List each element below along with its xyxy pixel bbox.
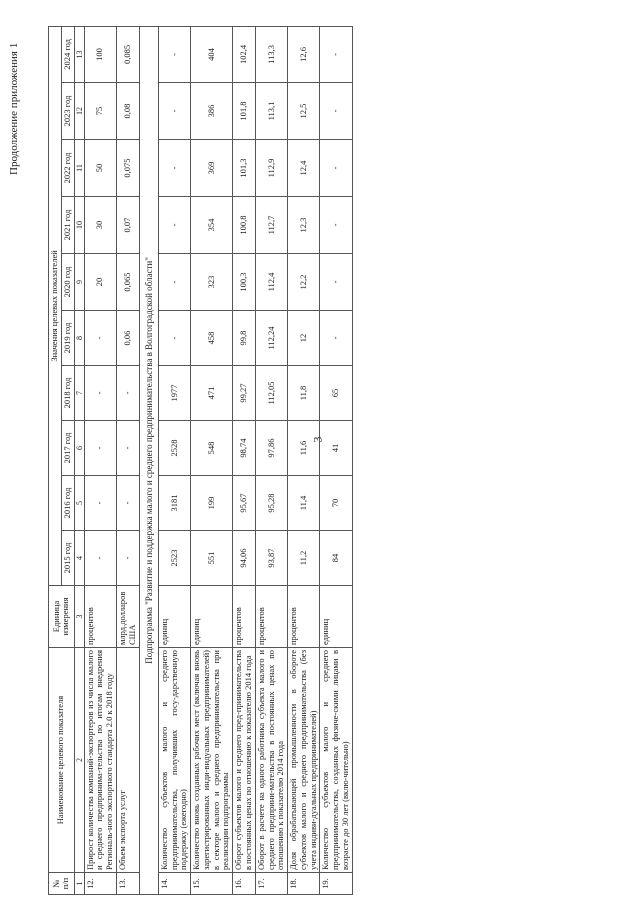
value-cell: - (158, 254, 190, 311)
value-cell: 98,74 (233, 421, 256, 476)
value-cell: - (117, 531, 140, 586)
index-cell: 8 (74, 311, 84, 366)
value-cell: 12 (288, 311, 320, 366)
value-cell: 3181 (158, 476, 190, 531)
index-cell: 1 (74, 873, 84, 895)
value-cell: - (320, 254, 352, 311)
unit-cell: единиц (191, 586, 233, 648)
value-cell: 354 (191, 197, 233, 254)
value-cell: - (158, 26, 190, 82)
header-values-group: Значения целевых показателей (49, 26, 62, 585)
header-year: 2024 год (61, 26, 74, 82)
index-cell: 13 (74, 26, 84, 82)
table-row (84, 26, 116, 894)
header-year: 2018 год (61, 366, 74, 421)
unit-cell: млрд.долларов США (117, 586, 140, 648)
value-cell: 2523 (158, 531, 190, 586)
value-cell: 12,2 (288, 254, 320, 311)
indicator-name: Количество субъектов малого и среднего предпринимательства, созданных физиче-скими лицами в возрасте до 30 лет (вклю-чительно) (320, 648, 352, 873)
header-row-1 (49, 26, 62, 894)
index-cell: 11 (74, 140, 84, 197)
header-year: 2021 год (61, 197, 74, 254)
row-number: 19. (320, 873, 352, 895)
value-cell: - (320, 26, 352, 82)
indicator-name: Объем экспорта услуг (117, 648, 140, 873)
value-cell: 112,4 (255, 254, 287, 311)
header-year: 2020 год (61, 254, 74, 311)
value-cell: - (158, 140, 190, 197)
value-cell: 99,27 (233, 366, 256, 421)
indicator-name: Оборот в расчете на одного работника субъекта малого и среднего предприни-мательства в постоянных ценах по отношению к показателю 2014 года (255, 648, 287, 873)
page-number: 3 (310, 436, 325, 443)
index-cell: 7 (74, 366, 84, 421)
indicator-name: Доля обрабатывающей промышленности в обороте субъектов малого и среднего предпринимательства (без учета индиви-дуальных предпринимателей) (288, 648, 320, 873)
value-cell: 0,075 (117, 140, 140, 197)
unit-cell: процентов (84, 586, 116, 648)
value-cell: 551 (191, 531, 233, 586)
value-cell: 94,06 (233, 531, 256, 586)
indicators-table (48, 26, 353, 895)
value-cell: 102,4 (233, 26, 256, 82)
value-cell: 112,05 (255, 366, 287, 421)
index-cell: 3 (74, 586, 84, 648)
value-cell: 12,6 (288, 26, 320, 82)
header-year: 2016 год (61, 476, 74, 531)
value-cell: 1977 (158, 366, 190, 421)
row-number: 14. (158, 873, 190, 895)
header-year: 2017 год (61, 421, 74, 476)
value-cell: 100,8 (233, 197, 256, 254)
value-cell: 12,3 (288, 197, 320, 254)
value-cell: 97,86 (255, 421, 287, 476)
value-cell: - (320, 140, 352, 197)
index-cell: 5 (74, 476, 84, 531)
table-row (320, 26, 352, 894)
value-cell: 99,8 (233, 311, 256, 366)
value-cell: 199 (191, 476, 233, 531)
header-year: 2022 год (61, 140, 74, 197)
header-index-row (74, 26, 84, 894)
value-cell: 369 (191, 140, 233, 197)
indicator-name: Прирост количества компаний-экспортеров из числа малого и среднего предпринима-тельства по итогам внедрения Региональ-ного экспортного стандарта 2.0 к 2018 году (84, 648, 116, 873)
value-cell: 113,1 (255, 83, 287, 140)
value-cell: 0,08 (117, 83, 140, 140)
index-cell: 4 (74, 531, 84, 586)
value-cell: - (117, 476, 140, 531)
value-cell: 41 (320, 421, 352, 476)
subprogram-section (139, 26, 158, 894)
appendix-label: Продолжение приложения 1 (8, 42, 20, 175)
value-cell: - (320, 83, 352, 140)
value-cell: 101,8 (233, 83, 256, 140)
value-cell: 11,2 (288, 531, 320, 586)
subprogram-row (139, 26, 158, 894)
value-cell: 11,8 (288, 366, 320, 421)
value-cell: 2528 (158, 421, 190, 476)
value-cell: - (158, 197, 190, 254)
row-number: 18. (288, 873, 320, 895)
value-cell: 0,085 (117, 26, 140, 82)
table-body-b (158, 26, 352, 894)
row-number: 12. (84, 873, 116, 895)
value-cell: - (84, 476, 116, 531)
value-cell: 471 (191, 366, 233, 421)
index-cell: 6 (74, 421, 84, 476)
row-number: 13. (117, 873, 140, 895)
value-cell: 323 (191, 254, 233, 311)
unit-cell: процентов (255, 586, 287, 648)
value-cell: 112,9 (255, 140, 287, 197)
value-cell: - (158, 83, 190, 140)
value-cell: - (117, 421, 140, 476)
value-cell: 30 (84, 197, 116, 254)
table-row (233, 26, 256, 894)
value-cell: - (320, 197, 352, 254)
value-cell: 112,7 (255, 197, 287, 254)
indicator-name: Количество субъектов малого и среднего предпринимательства, получивших госу-дарственную поддержку (ежегодно) (158, 648, 190, 873)
value-cell: 404 (191, 26, 233, 82)
row-number: 16. (233, 873, 256, 895)
value-cell: 101,3 (233, 140, 256, 197)
value-cell: - (320, 311, 352, 366)
table-row (288, 26, 320, 894)
value-cell: - (158, 311, 190, 366)
value-cell: - (84, 531, 116, 586)
index-cell: 9 (74, 254, 84, 311)
unit-cell: единиц (320, 586, 352, 648)
value-cell: 50 (84, 140, 116, 197)
indicator-name: Количество вновь созданных рабочих мест (включая вновь зарегистрированных инди-видуальных предпринимателей) в секторе малого и среднего предпринимательства при реализации подпрограммы (191, 648, 233, 873)
value-cell: 84 (320, 531, 352, 586)
header-name: Наименование целевого показателя (49, 648, 75, 873)
header-unit: Единица измерения (49, 586, 75, 648)
header-year: 2019 год (61, 311, 74, 366)
unit-cell: единиц (158, 586, 190, 648)
value-cell: 113,3 (255, 26, 287, 82)
header-no: № п/п (49, 873, 75, 895)
value-cell: 75 (84, 83, 116, 140)
value-cell: 0,07 (117, 197, 140, 254)
index-cell: 2 (74, 648, 84, 873)
table-row (117, 26, 140, 894)
index-cell: 10 (74, 197, 84, 254)
value-cell: 548 (191, 421, 233, 476)
value-cell: 93,87 (255, 531, 287, 586)
header-year: 2015 год (61, 531, 74, 586)
value-cell: - (84, 366, 116, 421)
table-row (158, 26, 190, 894)
value-cell: 12,4 (288, 140, 320, 197)
value-cell: 95,28 (255, 476, 287, 531)
value-cell: 11,6 (288, 421, 320, 476)
table-body-a (84, 26, 139, 894)
table-row (255, 26, 287, 894)
unit-cell: процентов (233, 586, 256, 648)
value-cell: 12,5 (288, 83, 320, 140)
value-cell: 11,4 (288, 476, 320, 531)
value-cell: 386 (191, 83, 233, 140)
value-cell: 20 (84, 254, 116, 311)
value-cell: - (84, 311, 116, 366)
row-number: 15. (191, 873, 233, 895)
table-row (191, 26, 233, 894)
value-cell: 112,24 (255, 311, 287, 366)
header-year: 2023 год (61, 83, 74, 140)
value-cell: 0,065 (117, 254, 140, 311)
value-cell: 0,06 (117, 311, 140, 366)
value-cell: 70 (320, 476, 352, 531)
unit-cell: процентов (288, 586, 320, 648)
value-cell: 95,67 (233, 476, 256, 531)
value-cell: 458 (191, 311, 233, 366)
index-cell: 12 (74, 83, 84, 140)
value-cell: 100 (84, 26, 116, 82)
value-cell: - (117, 366, 140, 421)
indicator-name: Оборот субъектов малого и среднего пред-принимательства в постоянных ценах по отношению к показателю 2014 года (233, 648, 256, 873)
subprogram-title: Подпрограмма "Развитие и поддержка малого и среднего предпринимательства в Волгоградской области" (139, 26, 158, 894)
value-cell: - (84, 421, 116, 476)
value-cell: 65 (320, 366, 352, 421)
row-number: 17. (255, 873, 287, 895)
value-cell: 100,3 (233, 254, 256, 311)
